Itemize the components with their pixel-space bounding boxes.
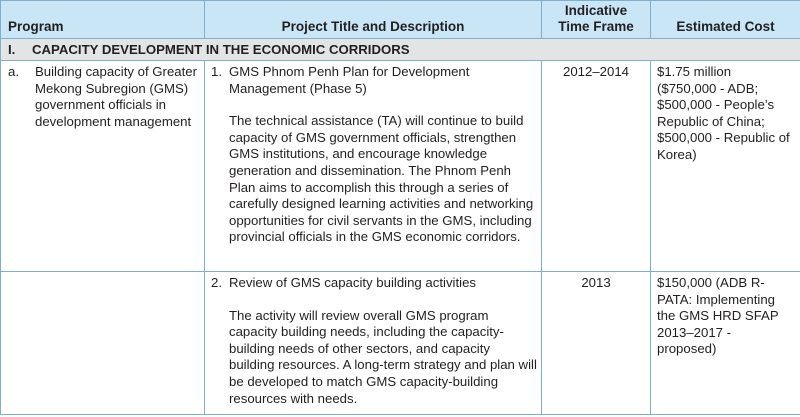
header-time-frame-line2: Time Frame: [558, 19, 634, 34]
project-number: 2.: [211, 275, 222, 290]
project-title: GMS Phnom Penh Plan for Development Management (Phase 5): [229, 64, 470, 96]
section-row: [1, 39, 800, 61]
project-description: The activity will review overall GMS program capacity building needs, including the capacity-building needs of other sectors, and capacity building resources. A long-term strategy and plan will be developed to match GMS capacity-building resources with needs.: [229, 307, 537, 406]
estimated-cost-cell: $150,000 (ADB R-PATA: Implementing the GMS HRD SFAP 2013–2017 - proposed): [651, 272, 800, 415]
header-row: [1, 1, 800, 39]
table-row: [1, 61, 800, 272]
header-program: Program: [1, 1, 205, 39]
project-description: The technical assistance (TA) will continue to build capacity of GMS government officials, strengthen GMS institutions, and encourage knowledge generation and dissemination. The Phnom Penh Plan aims to accomplish this through a series of carefully designed learning activities and networking opportunities for civil servants in the GMS, including provincial officials in the GMS economic corridors.: [229, 113, 534, 245]
header-time-frame-line1: Indicative: [564, 3, 628, 18]
project-heading: [211, 275, 537, 292]
section-number: I.: [8, 41, 16, 57]
estimated-cost-cell: $1.75 million ($750,000 - ADB; $500,000 - People’s Republic of China; $500,000 - Republic of Korea): [651, 61, 800, 272]
time-frame-cell: 2012–2014: [542, 61, 651, 272]
project-cell: [205, 272, 542, 415]
header-project-title: Project Title and Description: [205, 1, 542, 39]
section-heading: [1, 39, 800, 61]
program-cell: [1, 61, 205, 272]
header-estimated-cost: Estimated Cost: [651, 1, 800, 39]
program-letter: a.: [8, 64, 19, 79]
program-cell: [1, 272, 205, 415]
time-frame-cell: 2013: [542, 272, 651, 415]
project-title: Review of GMS capacity building activities: [229, 275, 477, 290]
project-heading: [211, 64, 537, 97]
header-time-frame: [542, 1, 651, 39]
project-number: 1.: [211, 64, 222, 79]
project-cell: [205, 61, 542, 272]
table-row: [1, 272, 800, 415]
section-title: CAPACITY DEVELOPMENT IN THE ECONOMIC CORRIDORS: [32, 41, 410, 57]
program-name: Building capacity of Greater Mekong Subregion (GMS) government officials in development management: [35, 64, 197, 129]
